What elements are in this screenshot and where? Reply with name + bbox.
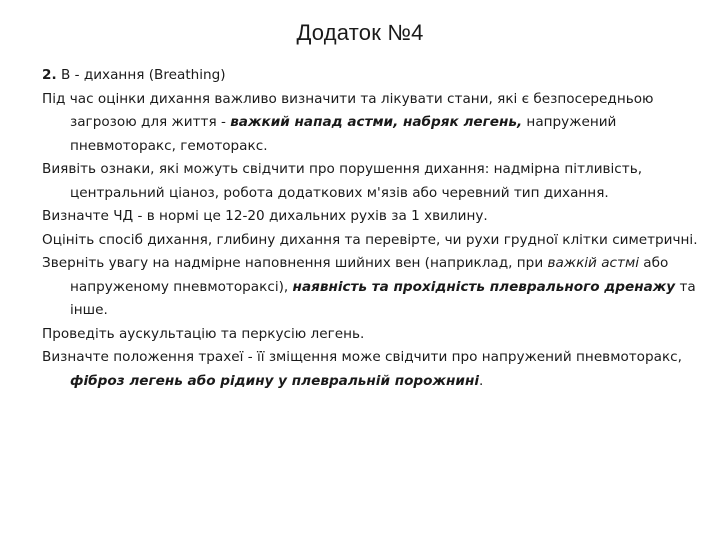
paragraph <box>42 205 702 229</box>
paragraph <box>42 346 702 393</box>
paragraph <box>42 88 702 159</box>
slide-body <box>42 64 702 393</box>
paragraph <box>42 229 702 253</box>
text-run: Зверніть увагу на надмірне наповнення шийних вен (наприклад, при <box>42 255 548 271</box>
text-run: напружений пневмоторакс, гемоторакс. <box>70 114 617 154</box>
text-run: Під час оцінки дихання важливо визначити та лікувати стани, які є безпосередньою загрозою для життя - <box>42 90 654 130</box>
emphasis-italic: важкій астмі <box>547 255 639 271</box>
paragraph <box>42 158 702 205</box>
section-heading-text: В - дихання (Breathing) <box>56 67 226 83</box>
paragraph-list <box>42 88 702 394</box>
text-run: . <box>479 372 484 389</box>
text-run: Визначте ЧД - в нормі це 12-20 дихальних рухів за 1 хвилину. <box>42 208 488 224</box>
paragraph <box>42 323 702 347</box>
text-run: та інше. <box>70 278 696 318</box>
text-run: Визначте положення трахеї - її зміщення може свідчити про напружений пневмоторакс, <box>42 349 682 365</box>
emphasis-bold-italic: наявність та прохідність плеврального дренажу <box>292 278 676 295</box>
emphasis-bold-italic: важкий напад астми, набряк легень, <box>230 114 523 130</box>
text-run: Виявіть ознаки, які можуть свідчити про порушення дихання: надмірна пітливість, центральний ціаноз, робота додаткових м'язів або черевний тип дихання. <box>42 161 643 201</box>
text-run: або напруженому пневмотораксі), <box>70 255 669 295</box>
slide-title: Додаток №4 <box>296 20 424 45</box>
text-run: Проведіть аускультацію та перкусію легень. <box>42 325 365 342</box>
section-heading <box>42 64 702 88</box>
emphasis-bold-italic: фіброз легень або рідину у плевральній порожнині <box>70 372 480 389</box>
text-run: Оцініть спосіб дихання, глибину дихання та перевірте, чи рухи грудної клітки симетричні. <box>42 231 698 248</box>
paragraph <box>42 252 702 323</box>
section-number: 2. <box>42 67 57 83</box>
